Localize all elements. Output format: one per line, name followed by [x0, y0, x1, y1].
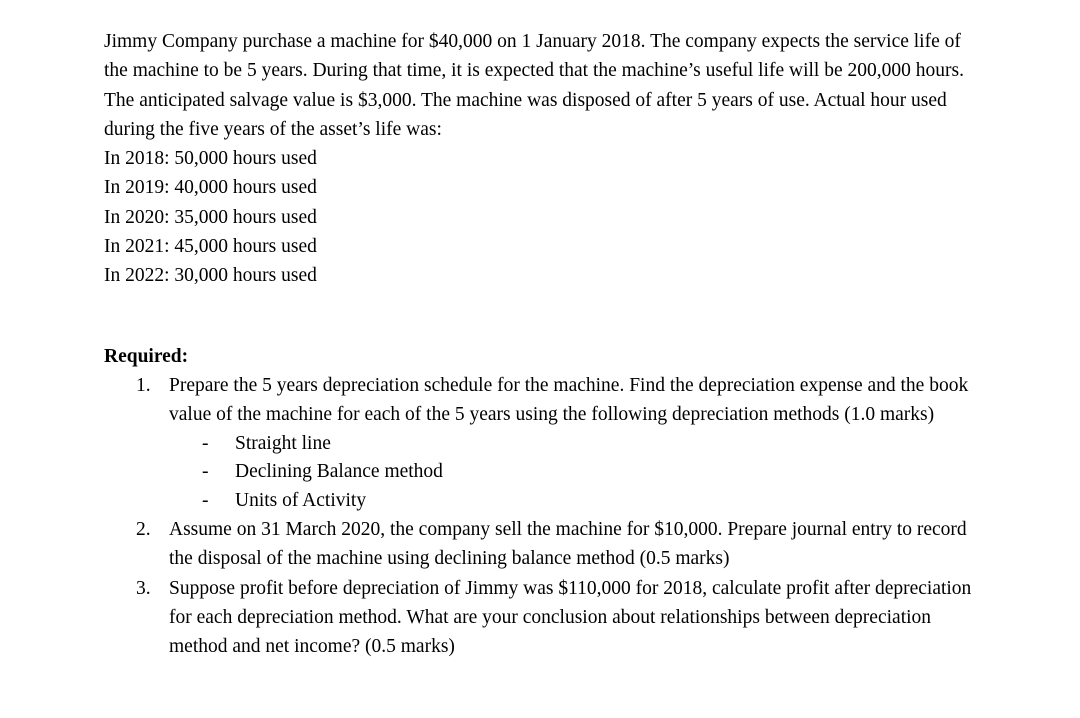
question-number: 3.	[136, 577, 151, 599]
hours-item-2021: In 2021: 45,000 hours used	[104, 235, 317, 257]
intro-paragraph: Jimmy Company purchase a machine for $40,000 on 1 January 2018. The company expects the service life of the machine to be 5 years. During that time, it is expected that the machine’s useful life will be 200,000 hours. The anticipated salvage value is $3,000. The machine was disposed of after 5 years of use. Actual hour used during the five years of the asset’s life was:	[104, 31, 964, 140]
required-heading: Required:	[104, 346, 189, 367]
question-3	[136, 574, 976, 662]
dash-bullet: -	[202, 489, 209, 511]
questions-list	[136, 371, 976, 662]
hours-item-2018: In 2018: 50,000 hours used	[104, 148, 317, 170]
document	[104, 27, 984, 658]
method-label: Declining Balance method	[235, 461, 443, 483]
question-text: Prepare the 5 years depreciation schedule for the machine. Find the depreciation expense and the book value of the machine for each of the 5 years using the following depreciation methods (1.0 marks)	[169, 375, 969, 426]
question-2	[136, 515, 976, 574]
hours-item-2019: In 2019: 40,000 hours used	[104, 177, 317, 199]
question-text: Assume on 31 March 2020, the company sell the machine for $10,000. Prepare journal entry to record the disposal of the machine using declining balance method (0.5 marks)	[169, 519, 967, 570]
hours-item-2020: In 2020: 35,000 hours used	[104, 206, 317, 228]
question-number: 2.	[136, 519, 151, 541]
method-units-of-activity	[169, 487, 976, 516]
hours-item-2022: In 2022: 30,000 hours used	[104, 264, 317, 286]
question-number: 1.	[136, 375, 151, 396]
method-label: Straight line	[235, 432, 331, 454]
question-1	[136, 371, 976, 515]
hours-list	[104, 144, 984, 290]
dash-bullet: -	[202, 461, 209, 483]
dash-bullet: -	[202, 432, 209, 454]
question-text: Suppose profit before depreciation of Jimmy was $110,000 for 2018, calculate profit after depreciation for each depreciation method. What are your conclusion about relationships between depreciation method and net income? (0.5 marks)	[169, 577, 972, 658]
method-declining-balance	[169, 458, 976, 487]
method-label: Units of Activity	[235, 489, 367, 511]
method-straight-line	[169, 430, 976, 459]
methods-list	[169, 430, 976, 516]
